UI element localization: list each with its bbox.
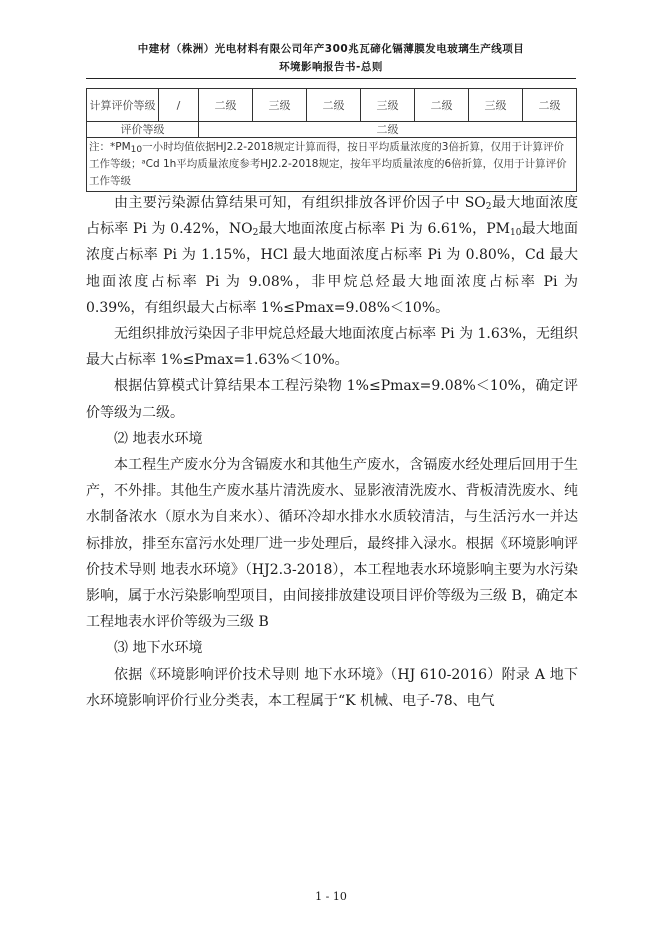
section-heading-groundwater: ⑶ 地下水环境 <box>114 640 203 657</box>
header-project-title: 中建材（株洲）光电材料有限公司年产300兆瓦碲化镉薄膜发电玻璃生产线项目 <box>137 43 525 55</box>
table-cell: 二级 <box>415 89 469 122</box>
page-number: 1 - 10 <box>315 890 347 903</box>
table-cell: 二级 <box>199 89 253 122</box>
table-row <box>87 122 577 138</box>
table-note: 注：$*PM_{10}$一小时均值依据HJ2.2-2018规定计算而得，按日平均质量浓度的3倍折算，仅用于计算评价工作等级；ᵃCd 1h平均质量浓度参考HJ2.2-2018规定，按年平均质量浓度的6倍折算，仅用于计算评价工作等级 <box>87 138 577 192</box>
table-cell: 三级 <box>253 89 307 122</box>
table-cell: 三级 <box>469 89 523 122</box>
header-divider <box>86 78 576 79</box>
page-header <box>0 40 662 76</box>
header-section-title: 环境影响报告书-总则 <box>279 61 383 73</box>
table-cell: 二级 <box>199 122 577 138</box>
table-cell: / <box>159 89 199 122</box>
paragraph-organized-emission: 由主要污染源估算结果可知，有组织排放各评价因子中 $SO_2$最大地面浓度占标率 Pi 为 0.42%，$NO_2$最大地面浓度占标率 Pi 为 6.61%，$PM_{10}$最大地面浓度占标率 Pi 为 1.15%，HCl 最大地面浓度占标率 Pi 为 0.80%，Cd 最大地面浓度占标率 Pi 为 9.08%，非甲烷总烃最大地面浓度占标率 Pi 为 0.39%，有组织最大占标率 1%≤Pmax=9.08%＜10%。 <box>86 195 579 316</box>
table-row <box>87 138 577 192</box>
assessment-grade-table <box>86 88 577 192</box>
section-heading-surface-water: ⑵ 地表水环境 <box>114 430 203 447</box>
paragraph-unorganized-emission: 无组织排放污染因子非甲烷总烃最大地面浓度占标率 Pi 为 1.63%，无组织最大占标率 1%≤Pmax=1.63%＜10%。 <box>86 326 578 369</box>
paragraph-surface-water: 本工程生产废水分为含镉废水和其他生产废水，含镉废水经处理后回用于生产，不外排。其他生产废水基片清洗废水、显影液清洗废水、背板清洗废水、纯水制备浓水（原水为自来水）、循环冷却水排水水质较清洁，与生活污水一并达标排放，排至东富污水处理厂进一步处理后，最终排入渌水。根据《环境影响评价技术导则 地表水环境》（HJ2.3-2018），本工程地表水环境影响主要为水污染影响，属于水污染影响型项目，由间接排放建设项目评价等级为三级 B，确定本工程地表水评价等级为三级 B <box>86 457 578 631</box>
table-cell: 二级 <box>307 89 361 122</box>
table-cell: 评价等级 <box>87 122 199 138</box>
document-body <box>86 190 578 714</box>
paragraph-grade-conclusion: 根据估算模式计算结果本工程污染物 1%≤Pmax=9.08%＜10%，确定评价等级为二级。 <box>86 378 578 421</box>
table-cell: 三级 <box>361 89 415 122</box>
table-cell: 计算评价等级 <box>87 89 159 122</box>
table-cell: 二级 <box>523 89 577 122</box>
paragraph-groundwater: 依据《环境影响评价技术导则 地下水环境》（HJ 610-2016）附录 A 地下水环境影响评价行业分类表，本工程属于“K 机械、电子-78、电气 <box>86 666 578 709</box>
table-row <box>87 89 577 122</box>
